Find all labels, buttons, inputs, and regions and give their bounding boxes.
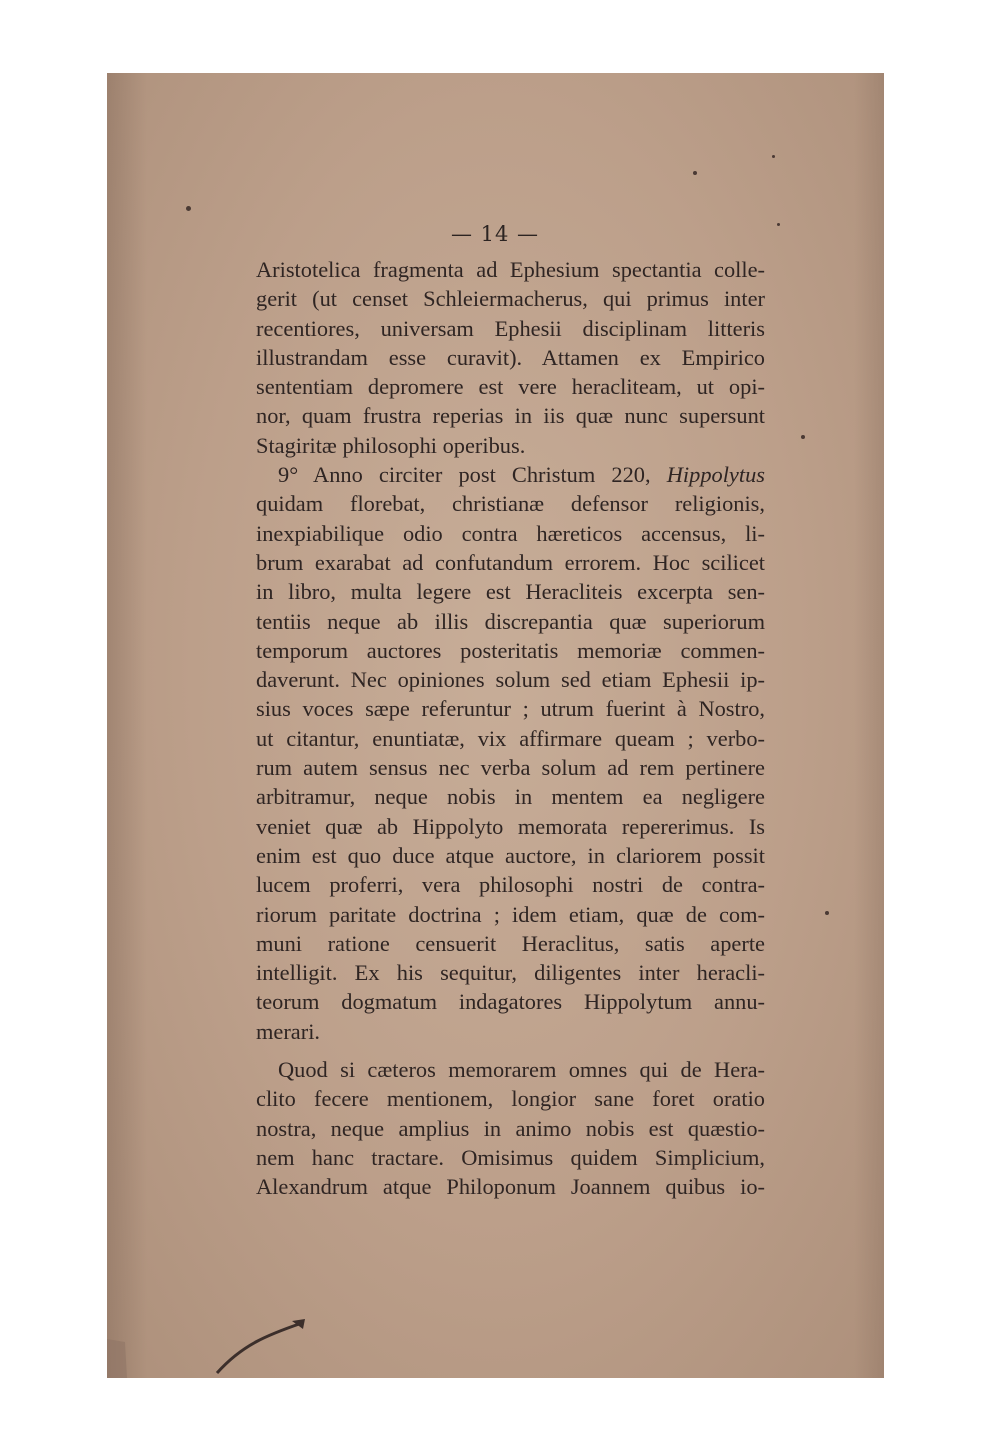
ink-speck (693, 171, 697, 175)
text-line: gerit (ut censet Schleiermacherus, qui primus inter (256, 286, 765, 312)
text-line: enim est quo duce atque auctore, in clariorem possit (256, 842, 765, 868)
text-line: lucem proferri, vera philosophi nostri de contra- (256, 872, 765, 898)
text-line: Aristotelica fragmenta ad Ephesium spectantia colle- (256, 257, 765, 282)
text-line: teorum dogmatum indagatores Hippolytum annu- (256, 989, 765, 1015)
text-line (256, 460, 765, 489)
paragraph (256, 255, 765, 460)
ink-speck (825, 911, 829, 915)
text-line: intelligit. Ex his sequitur, diligentes inter heracli- (256, 960, 765, 986)
text-line: inexpiabilique odio contra hæreticos accensus, li- (256, 520, 765, 546)
text-line: muni ratione censuerit Heraclitus, satis aperte (256, 930, 765, 956)
text-line: rum autem sensus nec verba solum ad rem pertinere (256, 755, 765, 781)
text-line: sententiam depromere est vere heracliteam, ut opi- (256, 374, 765, 400)
page-edge-shadow (107, 73, 147, 1378)
text-line: tentiis neque ab illis discrepantia quæ superiorum (256, 608, 765, 634)
italic-name: Hippolytus (666, 462, 765, 488)
ink-speck (772, 155, 775, 158)
ink-speck (186, 206, 191, 211)
paragraph (256, 460, 765, 1046)
body-text (256, 255, 765, 1202)
text-line: Stagiritæ philosophi operibus. (256, 432, 526, 458)
text-line: nem hanc tractare. Omisimus quidem Simplicium, (256, 1144, 765, 1170)
text-line: illustrandam esse curavit). Attamen ex Empirico (256, 344, 765, 370)
text-line: veniet quæ ab Hippolyto memorata repererimus. Is (256, 813, 765, 839)
text-line: Quod si cæteros memorarem omnes qui de Hera- (278, 1057, 765, 1083)
text-line: sius voces sæpe referuntur ; utrum fuerint à Nostro, (256, 696, 765, 722)
text-line: temporum auctores posteritatis memoriæ commen- (256, 637, 765, 663)
text-line: merari. (256, 1018, 321, 1044)
text-line-start: 9° Anno circiter post Christum 220, (278, 462, 667, 488)
text-line: Alexandrum atque Philoponum Joannem quibus io- (256, 1174, 765, 1200)
text-line: nor, quam frustra reperias in iis quæ nunc supersunt (256, 403, 765, 429)
text-line: clito fecere mentionem, longior sane foret oratio (256, 1086, 765, 1112)
ink-speck (801, 435, 805, 439)
text-line: riorum paritate doctrina ; idem etiam, quæ de com- (256, 901, 765, 927)
paragraph (256, 1055, 765, 1201)
page-stain-mark (107, 1315, 307, 1378)
text-line: quidam florebat, christianæ defensor religionis, (256, 491, 765, 517)
text-line: in libro, multa legere est Heracliteis excerpta sen- (256, 579, 765, 605)
text-line: nostra, neque amplius in animo nobis est quæstio- (256, 1115, 765, 1141)
text-line: brum exarabat ad confutandum errorem. Hoc scilicet (256, 549, 765, 575)
text-line: arbitramur, neque nobis in mentem ea negligere (256, 784, 765, 810)
text-line: recentiores, universam Ephesii disciplinam litteris (256, 315, 765, 341)
page-number: — 14 — (450, 222, 540, 246)
text-line: ut citantur, enuntiatæ, vix affirmare queam ; verbo- (256, 725, 765, 751)
text-line: daverunt. Nec opiniones solum sed etiam Ephesii ip- (256, 667, 765, 693)
page-edge-shadow (854, 73, 884, 1378)
